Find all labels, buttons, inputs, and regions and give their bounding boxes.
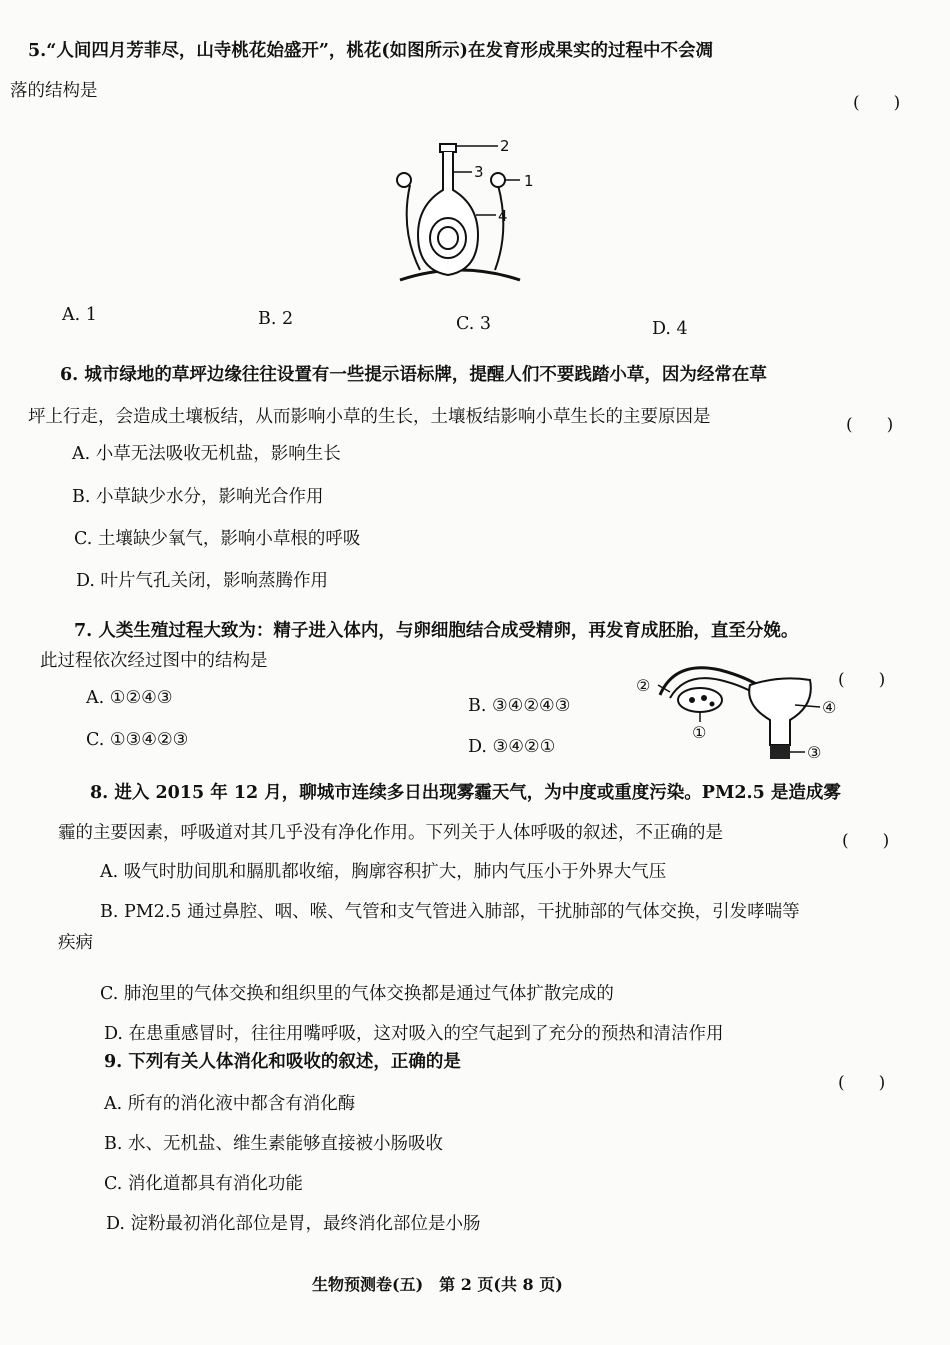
q6-option-c[interactable]: C. 土壤缺少氧气，影响小草根的呼吸	[74, 529, 361, 549]
flower-structure-diagram	[380, 130, 540, 290]
q5-option-b[interactable]: B. 2	[258, 309, 294, 329]
q9-option-d[interactable]: D. 淀粉最初消化部位是胃，最终消化部位是小肠	[106, 1214, 481, 1234]
flower-label-3: 3	[474, 163, 484, 181]
q6-answer-paren: ( )	[846, 415, 894, 435]
q7-stem-line2: 此过程依次经过图中的结构是	[40, 651, 268, 671]
q5-option-a[interactable]: A. 1	[62, 305, 97, 325]
q7-stem-line1: 7. 人类生殖过程大致为：精子进入体内，与卵细胞结合成受精卵，再发育成胚胎，直至分娩。	[74, 621, 799, 641]
female-reproductive-diagram	[630, 650, 845, 765]
q5-stem-line2: 落的结构是	[10, 81, 98, 101]
q9-option-c[interactable]: C. 消化道都具有消化功能	[104, 1174, 303, 1194]
q7-option-b[interactable]: B. ③④②④③	[468, 696, 571, 716]
q6-option-b[interactable]: B. 小草缺少水分，影响光合作用	[72, 487, 324, 507]
flower-label-2: 2	[500, 137, 510, 155]
flower-label-1: 1	[524, 172, 534, 190]
repro-label-3: ③	[807, 743, 822, 762]
q8-stem-line1: 8. 进入 2015 年 12 月，聊城市连续多日出现雾霾天气，为中度或重度污染。PM2.5 是造成雾	[90, 783, 841, 803]
q7-option-c[interactable]: C. ①③④②③	[86, 730, 189, 750]
q6-stem-line1: 6. 城市绿地的草坪边缘往往设置有一些提示语标牌，提醒人们不要践踏小草，因为经常在草	[60, 365, 767, 385]
q7-answer-paren: ( )	[838, 670, 886, 690]
q8-option-a[interactable]: A. 吸气时肋间肌和膈肌都收缩，胸廓容积扩大，肺内气压小于外界大气压	[100, 862, 667, 882]
q5-option-d[interactable]: D. 4	[652, 319, 688, 339]
q8-answer-paren: ( )	[842, 831, 890, 851]
q9-option-b[interactable]: B. 水、无机盐、维生素能够直接被小肠吸收	[104, 1134, 443, 1154]
repro-label-4: ④	[822, 698, 837, 717]
q8-stem-line2: 霾的主要因素，呼吸道对其几乎没有净化作用。下列关于人体呼吸的叙述，不正确的是	[58, 823, 723, 843]
flower-label-4: 4	[498, 207, 508, 225]
q6-option-a[interactable]: A. 小草无法吸收无机盐，影响生长	[72, 444, 341, 464]
q8-option-c[interactable]: C. 肺泡里的气体交换和组织里的气体交换都是通过气体扩散完成的	[100, 984, 614, 1004]
repro-label-2: ②	[636, 676, 651, 695]
q9-answer-paren: ( )	[838, 1073, 886, 1093]
q5-stem-line1: 5.“人间四月芳菲尽，山寺桃花始盛开”，桃花(如图所示)在发育形成果实的过程中不会凋	[28, 41, 713, 61]
peach-flower-figure	[380, 130, 540, 290]
q8-option-b-cont: 疾病	[58, 933, 93, 953]
q5-option-c[interactable]: C. 3	[456, 314, 492, 334]
q9-stem: 9. 下列有关人体消化和吸收的叙述，正确的是	[104, 1052, 461, 1072]
q6-option-d[interactable]: D. 叶片气孔关闭，影响蒸腾作用	[76, 571, 329, 591]
q7-option-d[interactable]: D. ③④②①	[468, 737, 556, 757]
q7-option-a[interactable]: A. ①②④③	[86, 688, 173, 708]
page-footer: 生物预测卷(五) 第 2 页(共 8 页)	[312, 1275, 563, 1294]
repro-label-1: ①	[692, 723, 707, 742]
q5-answer-paren: ( )	[853, 93, 901, 113]
q6-stem-line2: 坪上行走，会造成土壤板结，从而影响小草的生长，土壤板结影响小草生长的主要原因是	[28, 407, 711, 427]
reproductive-system-figure	[630, 650, 845, 765]
q9-option-a[interactable]: A. 所有的消化液中都含有消化酶	[104, 1094, 356, 1114]
q8-option-b[interactable]: B. PM2.5 通过鼻腔、咽、喉、气管和支气管进入肺部，干扰肺部的气体交换，引发哮喘等	[100, 902, 800, 922]
q8-option-d[interactable]: D. 在患重感冒时，往往用嘴呼吸，这对吸入的空气起到了充分的预热和清洁作用	[104, 1024, 724, 1044]
